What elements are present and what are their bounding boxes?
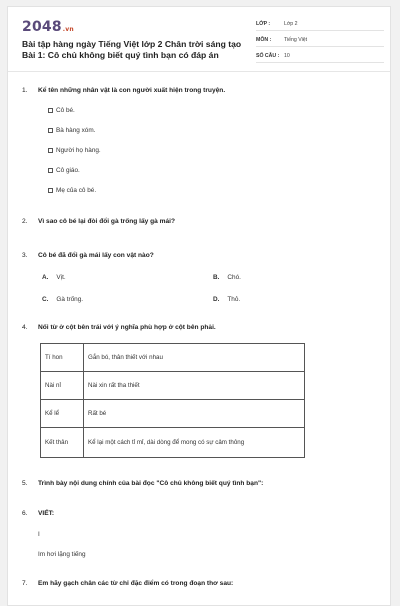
matching-table <box>40 343 305 458</box>
choice-text: Chó. <box>227 274 241 281</box>
question-text: VIẾT: <box>38 510 55 517</box>
option-checkbox[interactable] <box>48 167 80 174</box>
site-logo[interactable] <box>22 19 74 35</box>
checkbox-icon[interactable] <box>48 108 53 113</box>
choice-text: Gà trống. <box>56 296 84 303</box>
worksheet-title: Bài tập hàng ngày Tiếng Việt lớp 2 Chân trời sáng tạo Bài 1: Cô chủ không biết quý tình bạn có đáp án <box>22 39 242 60</box>
table-cell-right[interactable]: Rất bé <box>84 400 305 428</box>
meta-question-count <box>256 50 384 63</box>
choice-text: Vịt. <box>56 274 66 281</box>
option-label: Mẹ của cô bé. <box>56 187 97 194</box>
table-cell-right[interactable]: Nài xin rất tha thiết <box>84 372 305 400</box>
table-row <box>41 400 305 428</box>
choice-b[interactable] <box>213 274 241 281</box>
option-checkbox[interactable] <box>48 107 75 114</box>
table-cell-right[interactable]: Kể lại một cách tỉ mỉ, dài dòng để mong có sự cảm thông <box>84 428 305 458</box>
writing-line: I <box>38 531 40 538</box>
question-number: 5. <box>22 480 28 487</box>
logo-suffix: .vn <box>62 26 74 33</box>
choice-c[interactable] <box>42 296 83 303</box>
option-label: Cô giáo. <box>56 167 80 174</box>
question-number: 4. <box>22 324 28 331</box>
header-divider <box>8 71 390 72</box>
table-row <box>41 372 305 400</box>
checkbox-icon[interactable] <box>48 168 53 173</box>
option-label: Người họ hàng. <box>56 147 101 154</box>
question-number: 2. <box>22 218 28 225</box>
checkbox-icon[interactable] <box>48 188 53 193</box>
meta-grade <box>256 18 384 31</box>
meta-key: SỐ CÂU : <box>256 53 280 59</box>
question-number: 3. <box>22 252 28 259</box>
question-text: Cô bé đã đổi gà mái lấy con vật nào? <box>38 252 154 259</box>
meta-value: Tiếng Việt <box>284 37 308 43</box>
meta-value: Lớp 2 <box>284 21 298 27</box>
choice-text: Thỏ. <box>227 296 241 303</box>
question-text: Kể tên những nhân vật là con người xuất hiện trong truyện. <box>38 87 226 94</box>
worksheet-meta <box>256 18 384 66</box>
meta-key: MÔN : <box>256 37 272 43</box>
table-row <box>41 344 305 372</box>
option-checkbox[interactable] <box>48 127 95 134</box>
choice-letter: A. <box>42 274 49 281</box>
writing-line: Im hơi lặng tiếng <box>38 551 86 558</box>
question-3 <box>22 252 154 259</box>
table-cell-left[interactable]: Tí hon <box>41 344 84 372</box>
table-cell-left[interactable]: Kể lể <box>41 400 84 428</box>
question-number: 7. <box>22 580 28 587</box>
question-text: Vì sao cô bé lại đòi đổi gà trống lấy gà mái? <box>38 218 176 225</box>
table-cell-left[interactable]: Nài nỉ <box>41 372 84 400</box>
checkbox-icon[interactable] <box>48 128 53 133</box>
worksheet-page <box>7 6 391 606</box>
question-4 <box>22 324 216 331</box>
choice-letter: D. <box>213 296 220 303</box>
question-text: Em hãy gạch chân các từ chỉ đặc điểm có trong đoạn thơ sau: <box>38 580 234 587</box>
meta-subject <box>256 34 384 47</box>
meta-key: LỚP : <box>256 21 271 27</box>
option-label: Cô bé. <box>56 107 75 114</box>
question-7 <box>22 580 233 587</box>
table-row <box>41 428 305 458</box>
option-label: Bà hàng xóm. <box>56 127 96 134</box>
checkbox-icon[interactable] <box>48 148 53 153</box>
question-text: Trình bày nội dung chính của bài đọc "Cô chủ không biết quý tình bạn": <box>38 480 264 487</box>
question-1 <box>22 87 225 94</box>
question-number: 6. <box>22 510 28 517</box>
question-6 <box>22 510 54 517</box>
logo-text: 2048 <box>22 19 62 35</box>
meta-value: 10 <box>284 53 290 59</box>
option-checkbox[interactable] <box>48 147 101 154</box>
option-checkbox[interactable] <box>48 187 96 194</box>
question-text: Nối từ ở cột bên trái với ý nghĩa phù hợp ở cột bên phải. <box>38 324 216 331</box>
choice-letter: C. <box>42 296 49 303</box>
table-cell-right[interactable]: Gắn bó, thân thiết với nhau <box>84 344 305 372</box>
question-2 <box>22 218 175 225</box>
question-number: 1. <box>22 87 28 94</box>
table-cell-left[interactable]: Kết thân <box>41 428 84 458</box>
choice-letter: B. <box>213 274 220 281</box>
choice-d[interactable] <box>213 296 240 303</box>
question-5 <box>22 480 263 487</box>
choice-a[interactable] <box>42 274 66 281</box>
